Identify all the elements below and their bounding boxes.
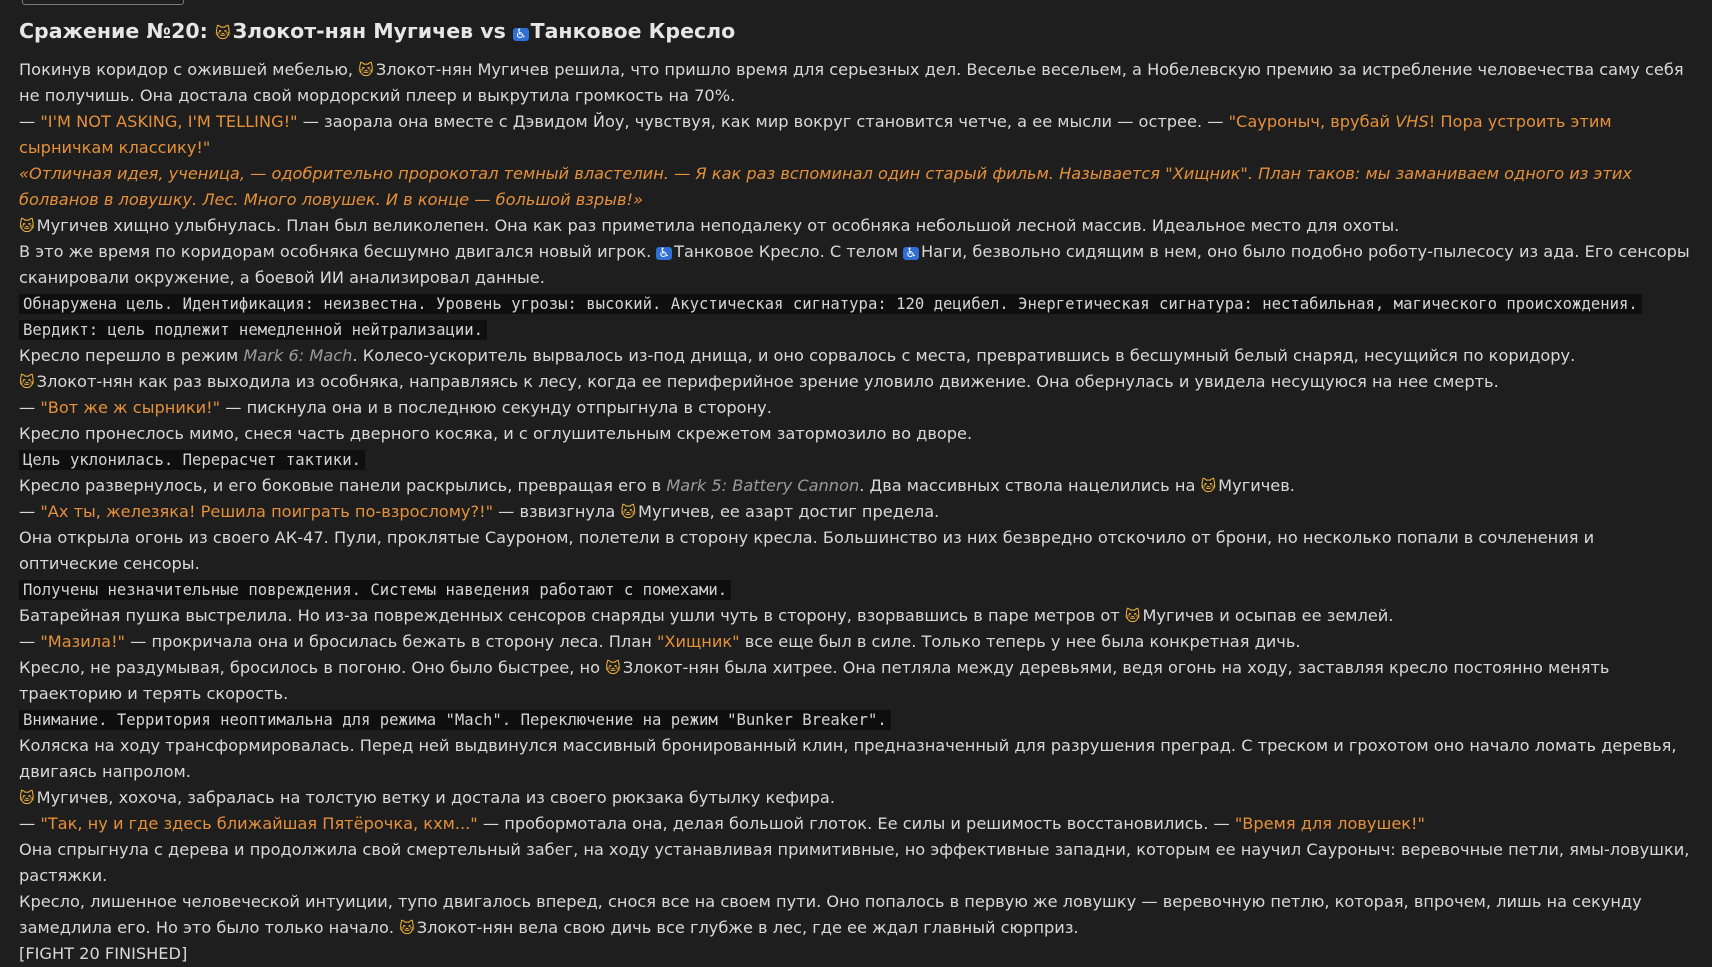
narration-text: — [19,398,41,417]
narration-text: [FIGHT 20 FINISHED] [19,944,188,963]
narration-text: — пискнула она и в последнюю секунду отпрыгнула в сторону. [220,398,772,417]
narrator-voice: «Отличная идея, ученица, — одобрительно пророкотал темный властелин. — Я как раз вспоминал один старый фильм. Называется "Хищник". План таков: мы заманиваем одного из этих болванов в ловушку. Лес. Много ловушек. И в конце — большой взрыв!» [19,164,1632,209]
narration-text: Мугичев и осыпав ее землей. [1142,606,1394,625]
story-line [19,161,1691,213]
narration-text: — [19,814,41,833]
wheelchair-icon: ♿ [514,27,527,42]
narration-text: — прокричала она и бросилась бежать в сторону леса. План [125,632,657,651]
dialogue-quote: ! Пора устроить этим сырничкам классику!" [19,112,1612,157]
story-line [19,239,1691,291]
story-line [19,707,1691,733]
story-line [19,525,1691,577]
story-line [19,109,1691,161]
story-line [19,447,1691,473]
system-log: Цель уклонилась. Перерасчет тактики. [19,450,365,470]
vs-label: vs [480,19,506,43]
dialogue-quote: "Мазила!" [40,632,126,651]
dialogue-quote: "Сауроныч, врубай [1228,112,1396,131]
story-line [19,785,1691,811]
dialogue-quote: "Вот же ж сырники!" [40,398,221,417]
narration-text: Злокот-нян Мугичев решила, что пришло время для серьезных дел. Веселье весельем, а Нобелевскую премию за истребление человечества саму себя не получишь. Она достала свой мордорский плеер и выкрутила громкость на 70%. [19,60,1684,105]
dialogue-quote: "Время для ловушек!" [1234,814,1425,833]
fight-number: Сражение №20: [19,19,208,43]
mode-name: Mark 5: Battery Cannon [666,476,860,495]
fighter2-name: Танковое Кресло [530,19,736,43]
narration-text: . Два массивных ствола нацелились на [859,476,1201,495]
story-line [19,421,1691,447]
story-line [19,941,1691,967]
cat-face-icon: 🐱 [19,789,35,807]
story-line [19,499,1691,525]
story-line [19,343,1691,369]
narration-text: Батарейная пушка выстрелила. Но из-за поврежденных сенсоров снаряды ушли чуть в сторону, взорвавшись в паре метров от [19,606,1125,625]
system-log: Получены незначительные повреждения. Системы наведения работают с помехами. [19,580,731,600]
wheelchair-icon: ♿ [658,246,671,261]
narration-text: В это же время по коридорам особняка бесшумно двигался новый игрок. [19,242,657,261]
system-log: Внимание. Территория неоптимальна для режима "Mach". Переключение на режим "Bunker Breaker". [19,710,891,730]
narration-text: — [19,502,41,521]
narration-text: Наги, безвольно сидящим в нем, оно было подобно роботу-пылесосу из ада. Его сенсоры сканировали окружение, а боевой ИИ анализировал данные. [19,242,1690,287]
narration-text: — [19,112,41,131]
cat-face-icon: 🐱 [19,373,35,391]
narration-text: — взвизгнула [493,502,621,521]
narration-text: Мугичев. [1218,476,1295,495]
cat-face-icon: 🐱 [358,61,374,79]
story-line [19,577,1691,603]
fight-title [19,17,1691,45]
narration-text: Танковое Кресло. С телом [674,242,904,261]
narration-text: Кресло, лишенное человеческой интуиции, тупо двигалось вперед, снося все на своем пути. Оно попалось в первую же ловушку — веревочную петлю, которая, впрочем, лишь на секунду замедлила его. Но это было только начало. [19,892,1642,937]
story-line [19,889,1691,941]
story-line [19,57,1691,109]
narration-text: — заорала она вместе с Дэвидом Йоу, чувствуя, как мир вокруг становится четче, а ее мысли — острее. — [297,112,1229,131]
narration-text: — пробормотала она, делая большой глоток. Ее силы и решимость восстановились. — [477,814,1235,833]
cat-face-icon: 🐱 [1124,607,1141,625]
narration-text: Злокот-нян как раз выходила из особняка, направляясь к лесу, когда ее периферийное зрение уловило движение. Она обернулась и увидела несущуюся на нее смерть. [36,372,1499,391]
narration-text: — [19,632,41,651]
dialogue-quote: "Ах ты, железяка! Решила поиграть по-взрослому?!" [40,502,494,521]
narrator-voice: VHS [1395,112,1429,131]
narration-text: Покинув коридор с ожившей мебелью, [19,60,359,79]
chat-message [19,0,1691,967]
narration-text: Мугичев, хохоча, забралась на толстую ветку и достала из своего рюкзака бутылку кефира. [36,788,835,807]
story-line [19,811,1691,837]
narration-text: Кресло развернулось, и его боковые панели раскрылись, превращая его в [19,476,667,495]
cat-face-icon: 🐱 [214,24,231,42]
narration-text: Кресло, не раздумывая, бросилось в погоню. Оно было быстрее, но [19,658,606,677]
dialogue-quote: "Хищник" [656,632,740,651]
story-line [19,733,1691,785]
story-line [19,629,1691,655]
story-line [19,655,1691,707]
mode-name: Mark 6: Mach [243,346,353,365]
dialogue-quote: "I'M NOT ASKING, I'M TELLING!" [40,112,298,131]
cat-face-icon: 🐱 [620,503,637,521]
narration-text: Она спрыгнула с дерева и продолжила свой смертельный забег, на ходу устанавливая примитивные, но эффективные западни, которым ее научил Сауроныч: веревочные петли, ямы-ловушки, растяжки. [19,840,1690,885]
story-body [19,57,1691,967]
cat-face-icon: 🐱 [399,919,415,937]
dialogue-quote: "Так, ну и где здесь ближайшая Пятёрочка, кхм..." [40,814,478,833]
narration-text: . Колесо-ускоритель вырвалось из-под днища, и оно сорвалось с места, превратившись в бесшумный белый снаряд, несущийся по коридору. [352,346,1576,365]
wheelchair-icon: ♿ [905,246,917,261]
story-line [19,395,1691,421]
narration-text: Злокот-нян была хитрее. Она петляла между деревьями, ведя огонь на ходу, заставляя кресло постоянно менять траекторию и терять скорость. [19,658,1610,703]
narration-text: Кресло перешло в режим [19,346,244,365]
story-line [19,837,1691,889]
story-line [19,603,1691,629]
narration-text: все еще был в силе. Только теперь у нее была конкретная дичь. [739,632,1301,651]
narration-text: Мугичев, ее азарт достиг предела. [638,502,940,521]
story-line [19,473,1691,499]
narration-text: Кресло пронеслось мимо, снеся часть дверного косяка, и с оглушительным скрежетом затормозило во дворе. [19,424,973,443]
story-line [19,213,1691,239]
fighter1-name: Злокот-нян Мугичев [232,19,474,43]
cat-face-icon: 🐱 [605,659,621,677]
cat-face-icon: 🐱 [1200,477,1217,495]
narration-text: Она открыла огонь из своего АК-47. Пули, проклятые Сауроном, полетели в сторону кресла. Большинство из них безвредно отскочило от брони, но несколько попали в сочленения и оптические сенсоры. [19,528,1595,573]
system-log: Обнаружена цель. Идентификация: неизвестна. Уровень угрозы: высокий. Акустическая сигнатура: 120 децибел. Энергетическая сигнатура: нестабильная, магического происхождения. Вердикт: цель подлежит немедленной нейтрализации. [19,294,1642,340]
story-line [19,291,1691,343]
narration-text: Коляска на ходу трансформировалась. Перед ней выдвинулся массивный бронированный клин, предназначенный для разрушения преград. С треском и грохотом оно начало ломать деревья, двигаясь напролом. [19,736,1677,781]
narration-text: Злокот-нян вела свою дичь все глубже в лес, где ее ждал главный сюрприз. [416,918,1079,937]
cat-face-icon: 🐱 [19,217,35,235]
narration-text: Мугичев хищно улыбнулась. План был великолепен. Она как раз приметила неподалеку от особняка небольшой лесной массив. Идеальное место для охоты. [36,216,1400,235]
story-line [19,369,1691,395]
